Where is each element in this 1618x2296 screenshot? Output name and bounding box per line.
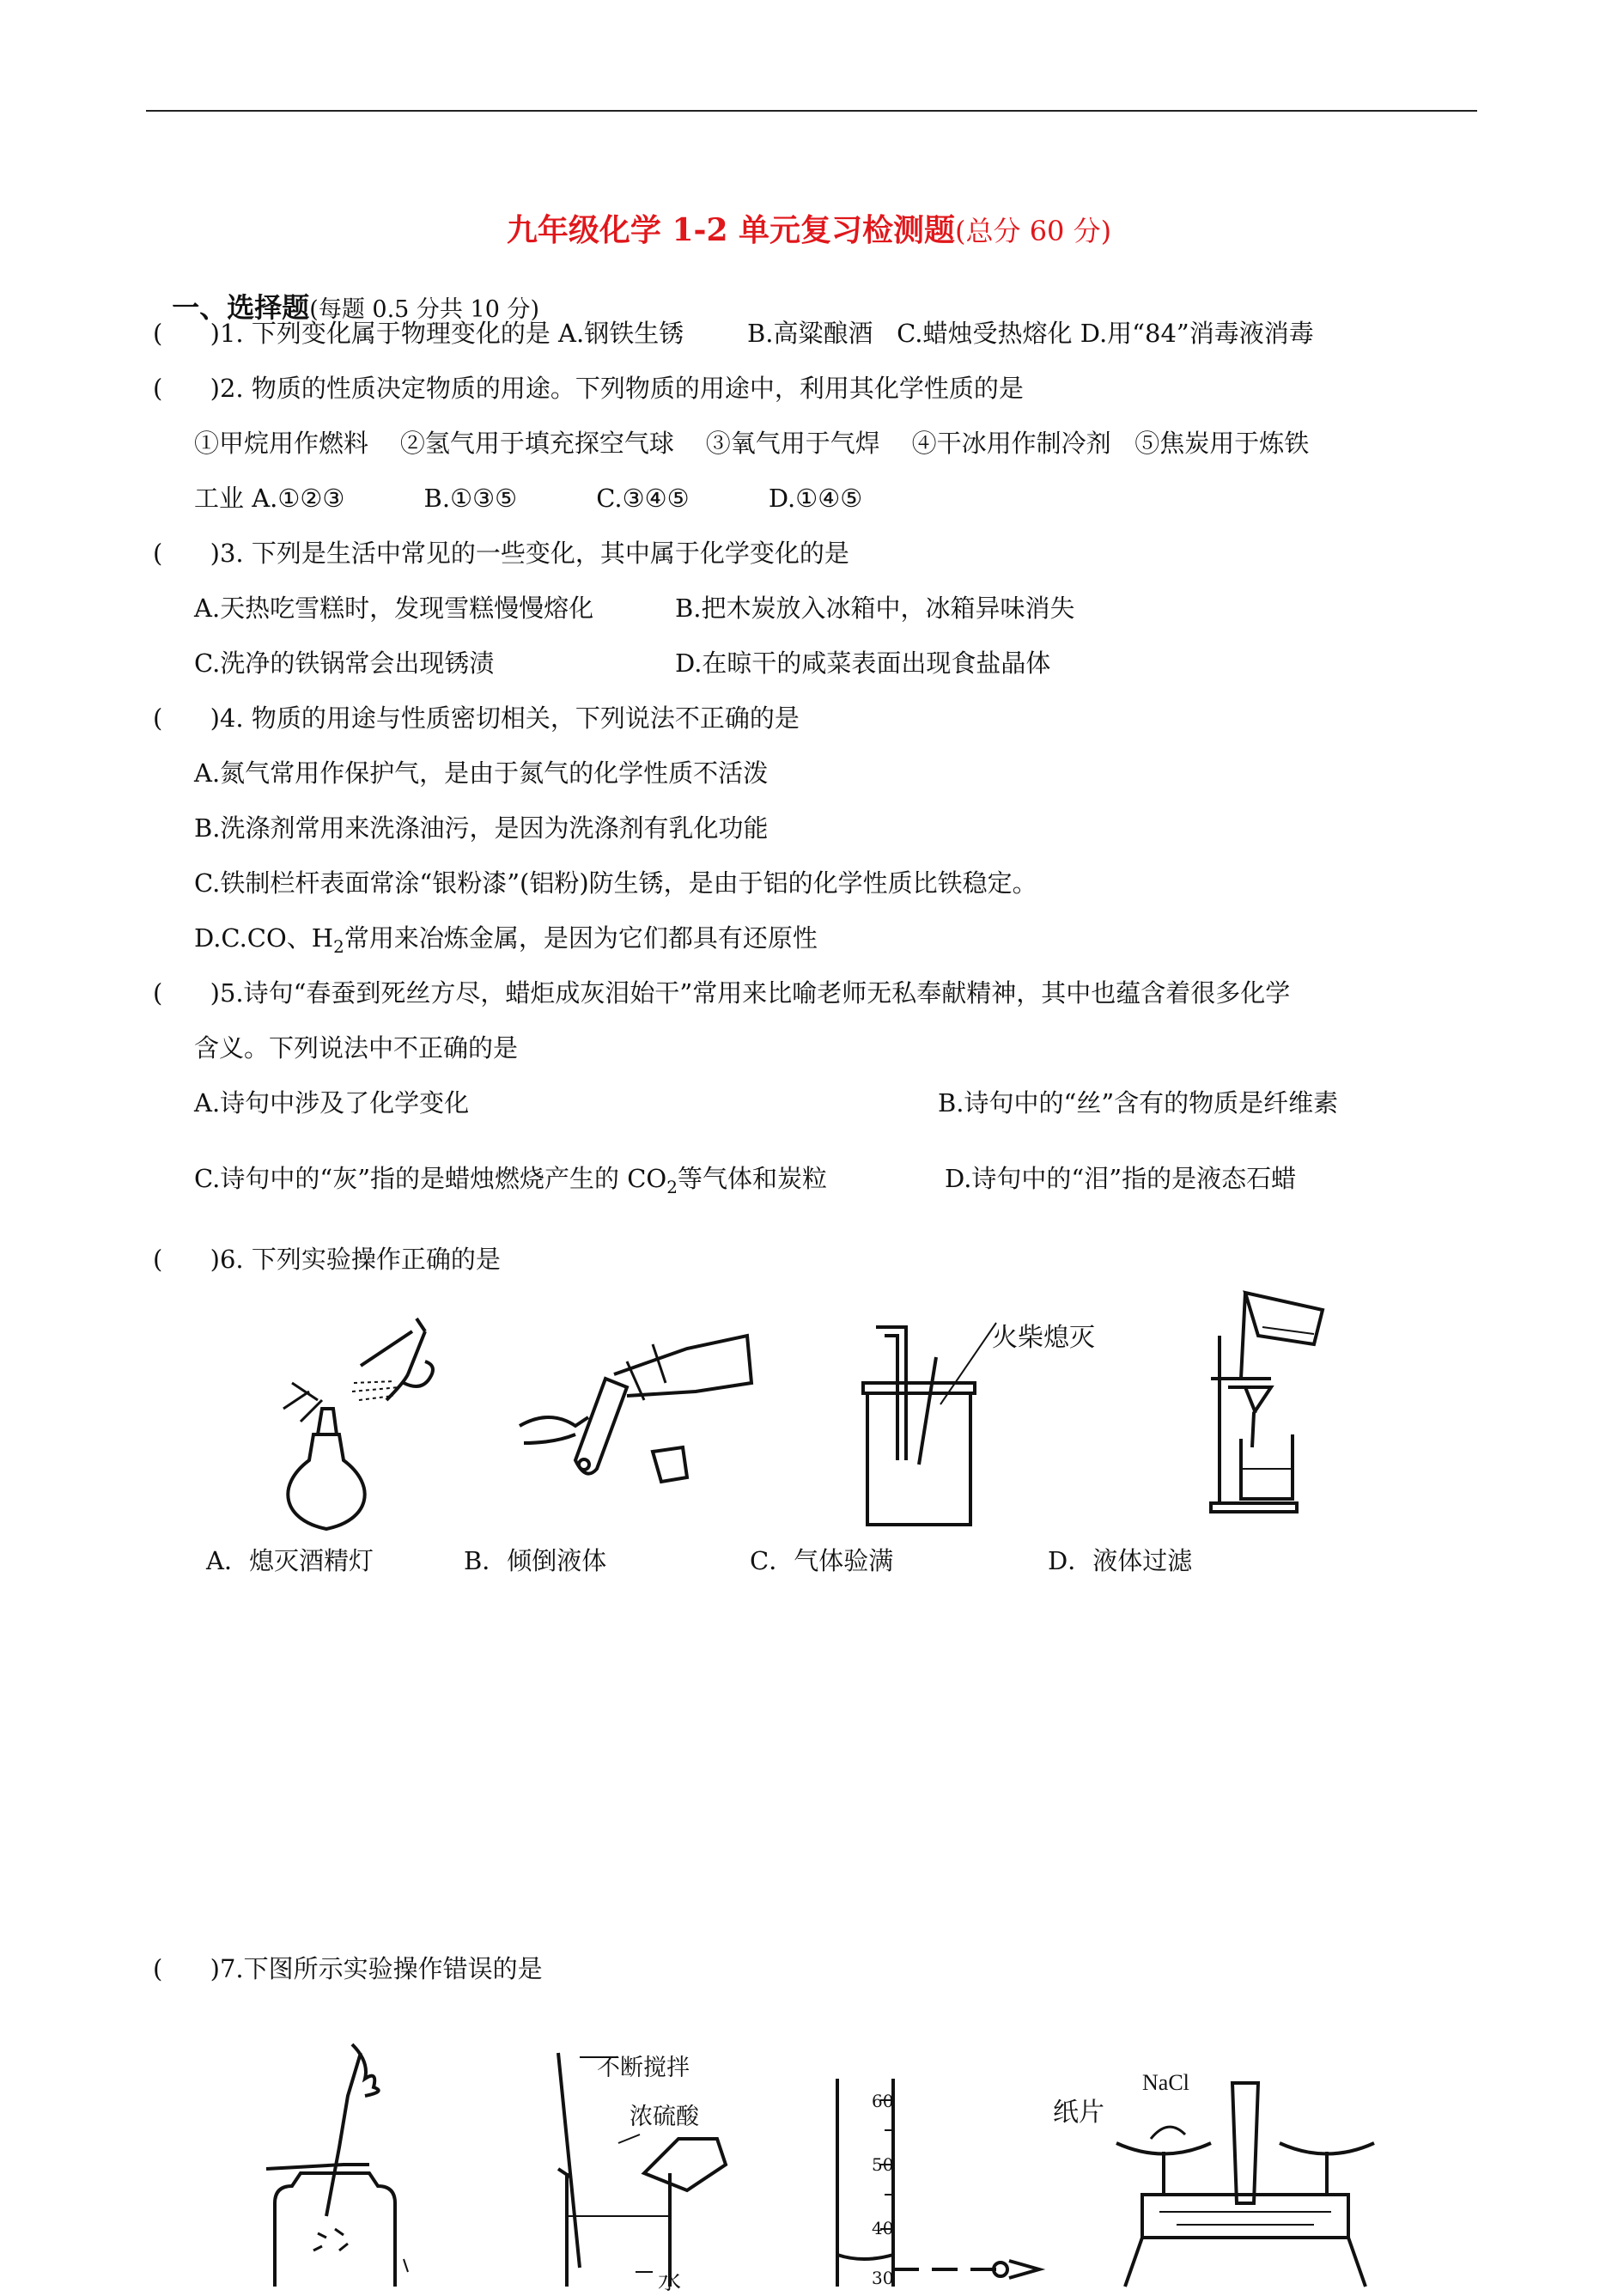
- question-3-option-c: C.洗净的铁锅常会出现锈渍: [194, 649, 495, 678]
- question-4-option-a: A.氮气常用作保护气，是由于氮气的化学性质不活泼: [194, 758, 769, 788]
- question-5-option-c: [194, 1161, 827, 1204]
- figure-pour-liquid: [515, 1297, 764, 1512]
- scale-40: 40: [872, 2218, 894, 2238]
- question-2: ( )2. 物质的性质决定物质的用途。下列物质的用途中，利用其化学性质的是: [153, 374, 1024, 403]
- q4-d-pre: D.C.CO、H: [194, 923, 334, 953]
- question-7: ( )7.下图所示实验操作错误的是: [153, 1954, 543, 1983]
- question-2-options: 工业 A.①②③ B.①③⑤ C.③④⑤ D.①④⑤: [194, 484, 863, 513]
- question-4: ( )4. 物质的用途与性质密切相关，下列说法不正确的是: [153, 703, 800, 733]
- q4-d-sub: 2: [333, 935, 344, 957]
- q5-c-post: 等气体和炭粒: [677, 1164, 827, 1193]
- q6-caption-d: D．液体过滤: [1048, 1546, 1193, 1575]
- question-3-option-a: A.天热吃雪糕时，发现雪糕慢慢熔化: [194, 594, 594, 623]
- scale-50: 50: [872, 2154, 894, 2175]
- question-1: ( )1. 下列变化属于物理变化的是 A.钢铁生锈 B.高粱酿酒 C.蜡烛受热熔化 D.用“84”消毒液消毒: [153, 319, 1314, 348]
- page-title: [0, 206, 1618, 250]
- question-2-items: ①甲烷用作燃料 ②氢气用于填充探空气球 ③氧气用于气焊 ④干冰用作制冷剂 ⑤焦炭用于炼铁: [194, 429, 1310, 458]
- q5-c-sub: 2: [666, 1176, 678, 1197]
- question-4-option-c: C.铁制栏杆表面常涂“银粉漆”(铝粉)防生锈，是由于铝的化学性质比铁稳定。: [194, 868, 1037, 898]
- question-4-option-b: B.洗涤剂常用来洗涤油污，是因为洗涤剂有乳化功能: [194, 813, 769, 843]
- q4-d-post: 常用来冶炼金属，是因为它们都具有还原性: [344, 923, 818, 953]
- title-main: 九年级化学 1-2 单元复习检测题: [506, 212, 956, 248]
- figure-cylinder-reading: [824, 2079, 1048, 2287]
- question-5-option-a: A.诗句中涉及了化学变化: [194, 1088, 470, 1118]
- figure-balance: [1091, 2066, 1400, 2287]
- question-4-option-d: [194, 921, 818, 964]
- q6-caption-c: C．气体验满: [750, 1546, 894, 1575]
- scale-60: 60: [872, 2091, 894, 2111]
- label-acid: 浓硫酸: [630, 2104, 699, 2130]
- question-5-option-b: B.诗句中的“丝”含有的物质是纤维素: [938, 1088, 1339, 1118]
- figure-label-match-out: 火柴熄灭: [992, 1323, 1095, 1353]
- scale-30: 30: [872, 2268, 894, 2288]
- question-3-option-d: D.在晾干的咸菜表面出现食盐晶体: [675, 649, 1051, 678]
- label-water: 水: [658, 2269, 681, 2295]
- question-3: ( )3. 下列是生活中常见的一些变化，其中属于化学变化的是: [153, 539, 849, 568]
- label-stir: 不断搅拌: [597, 2055, 690, 2081]
- label-nacl: NaCl: [1142, 2070, 1189, 2095]
- figure-filtration: [1194, 1284, 1348, 1516]
- figure-dilute-acid: [532, 2053, 730, 2287]
- figure-alcohol-lamp: [258, 1314, 447, 1529]
- figure-gas-full-test: [867, 1323, 996, 1529]
- q5-c-pre: C.诗句中的“灰”指的是蜡烛燃烧产生的 CO: [194, 1164, 667, 1193]
- q6-caption-a: A．熄灭酒精灯: [206, 1546, 374, 1575]
- label-paper: 纸片: [1053, 2098, 1104, 2128]
- question-5-option-d: D.诗句中的“泪”指的是液态石蜡: [945, 1164, 1297, 1193]
- question-5-cont: 含义。下列说法中不正确的是: [194, 1033, 519, 1063]
- question-3-option-b: B.把木炭放入冰箱中，冰箱异味消失: [675, 594, 1075, 623]
- section-note: (每题 0.5 分共 10 分): [309, 296, 539, 323]
- q6-caption-b: B．倾倒液体: [464, 1546, 607, 1575]
- question-6: ( )6. 下列实验操作正确的是: [153, 1245, 501, 1274]
- header-rule: [146, 110, 1477, 112]
- question-5: ( )5.诗句“春蚕到死丝方尽，蜡炬成灰泪始干”常用来比喻老师无私奉献精神，其中也蕴含着很多化学: [153, 978, 1291, 1008]
- section-title: 一、选择题: [172, 291, 310, 324]
- figure-burning-iron: [266, 2044, 421, 2287]
- title-sub: (总分 60 分): [955, 215, 1112, 247]
